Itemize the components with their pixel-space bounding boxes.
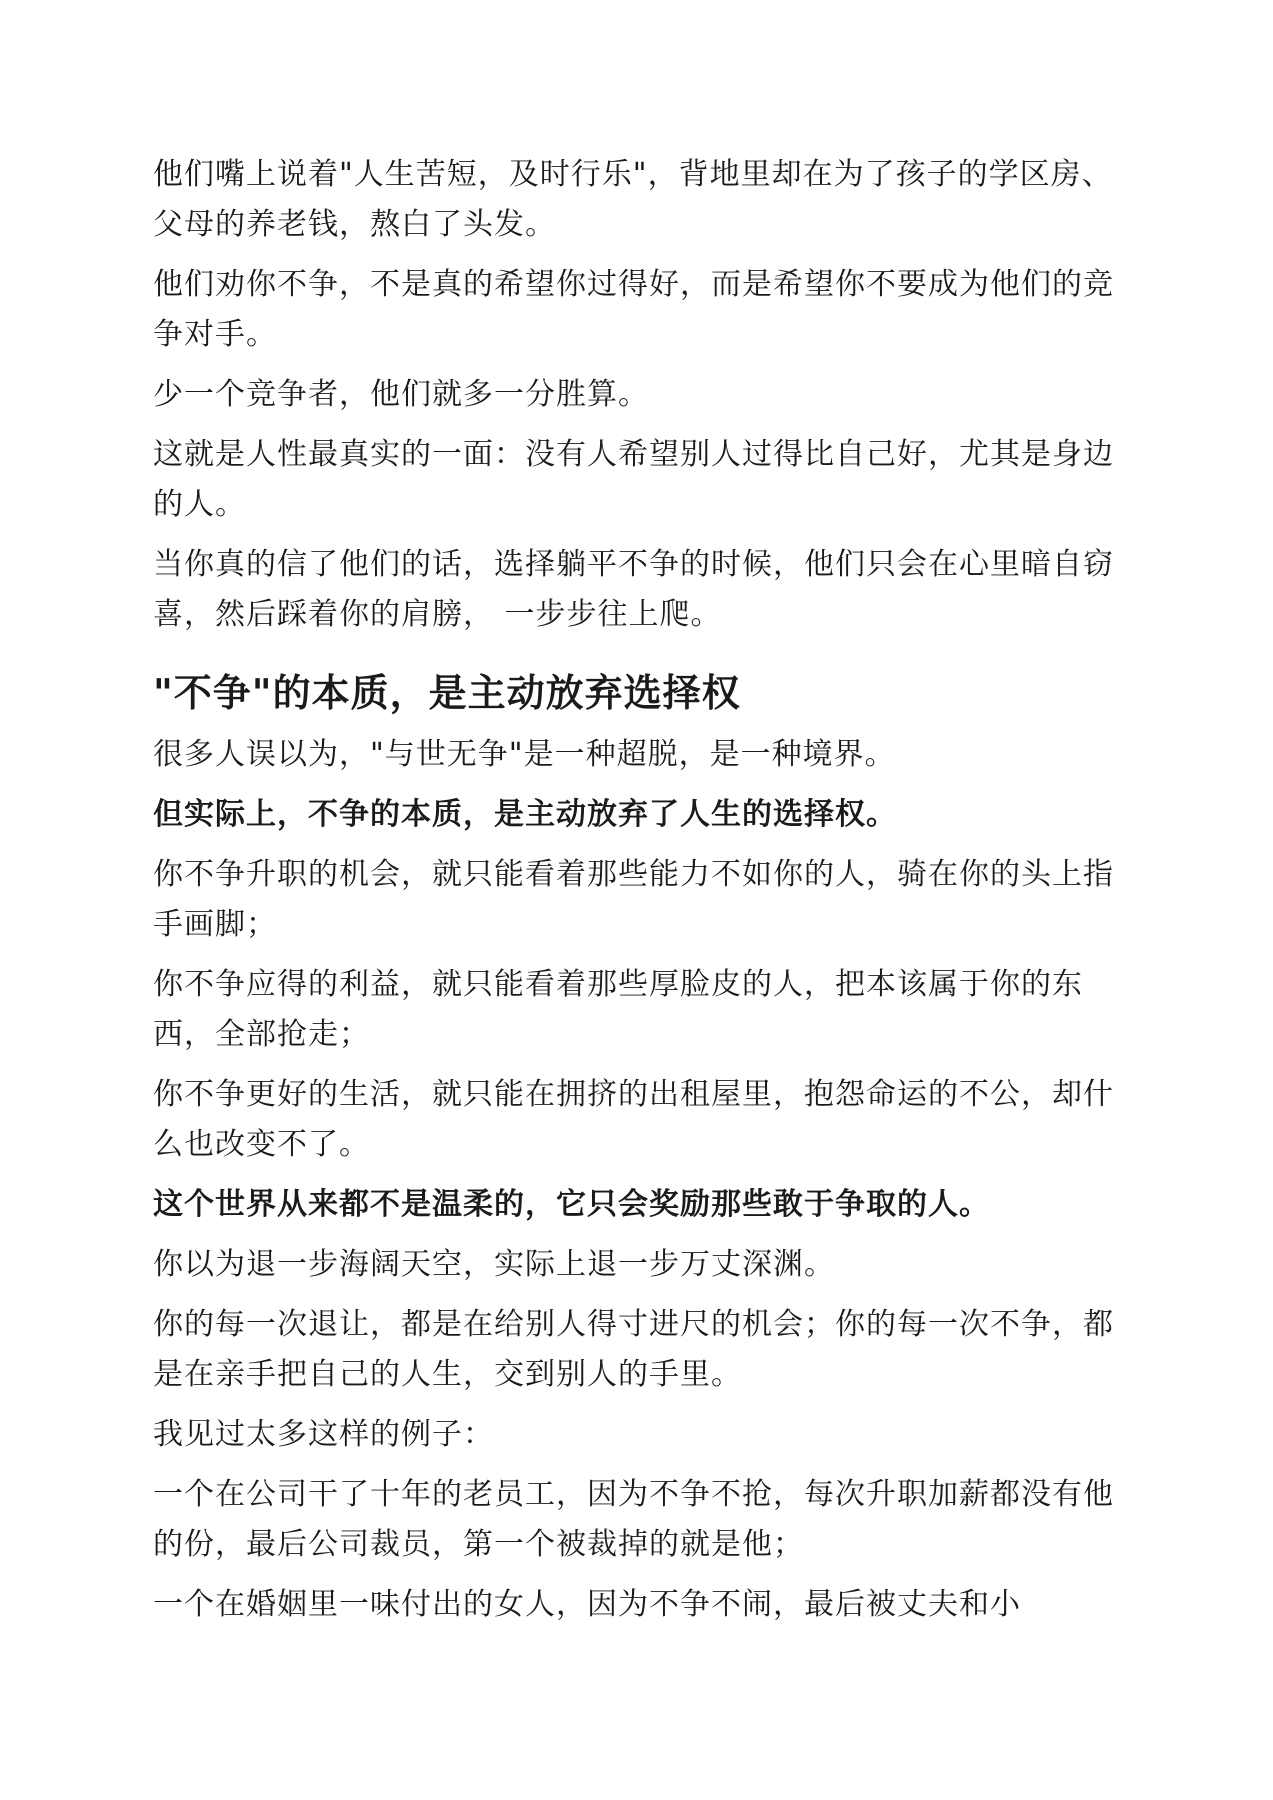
paragraph-emphasis: 这个世界从来都不是温柔的，它只会奖励那些敢于争取的人。	[153, 1187, 990, 1222]
paragraph: 一个在婚姻里一味付出的女人，因为不争不闹，最后被丈夫和小	[153, 1587, 1021, 1622]
paragraph: 他们劝你不争，不是真的希望你过得好，而是希望你不要成为他们的竞争对手。	[153, 267, 1114, 352]
paragraph: 他们嘴上说着"人生苦短，及时行乐"，背地里却在为了孩子的学区房、父母的养老钱，熬白了头发。	[153, 157, 1113, 242]
paragraph: 你的每一次退让，都是在给别人得寸进尺的机会；你的每一次不争，都是在亲手把自己的人生，交到别人的手里。	[153, 1307, 1114, 1392]
section-heading: "不争"的本质，是主动放弃选择权	[153, 671, 741, 715]
article-body	[153, 150, 1128, 1640]
paragraph: 你以为退一步海阔天空，实际上退一步万丈深渊。	[153, 1247, 835, 1282]
paragraph: 很多人误以为，"与世无争"是一种超脱，是一种境界。	[153, 737, 896, 772]
paragraph-emphasis: 但实际上，不争的本质，是主动放弃了人生的选择权。	[153, 797, 897, 832]
paragraph: 你不争升职的机会，就只能看着那些能力不如你的人，骑在你的头上指手画脚；	[153, 857, 1114, 942]
paragraph: 你不争更好的生活，就只能在拥挤的出租屋里，抱怨命运的不公，却什么也改变不了。	[153, 1077, 1114, 1162]
paragraph: 少一个竞争者，他们就多一分胜算。	[153, 377, 649, 412]
paragraph: 当你真的信了他们的话，选择躺平不争的时候，他们只会在心里暗自窃喜，然后踩着你的肩膀， 一步步往上爬。	[153, 547, 1114, 632]
paragraph: 这就是人性最真实的一面：没有人希望别人过得比自己好，尤其是身边的人。	[153, 437, 1114, 522]
paragraph: 一个在公司干了十年的老员工，因为不争不抢，每次升职加薪都没有他的份，最后公司裁员，第一个被裁掉的就是他；	[153, 1477, 1114, 1562]
paragraph: 我见过太多这样的例子：	[153, 1417, 494, 1452]
paragraph: 你不争应得的利益，就只能看着那些厚脸皮的人，把本该属于你的东西，全部抢走；	[153, 967, 1083, 1052]
